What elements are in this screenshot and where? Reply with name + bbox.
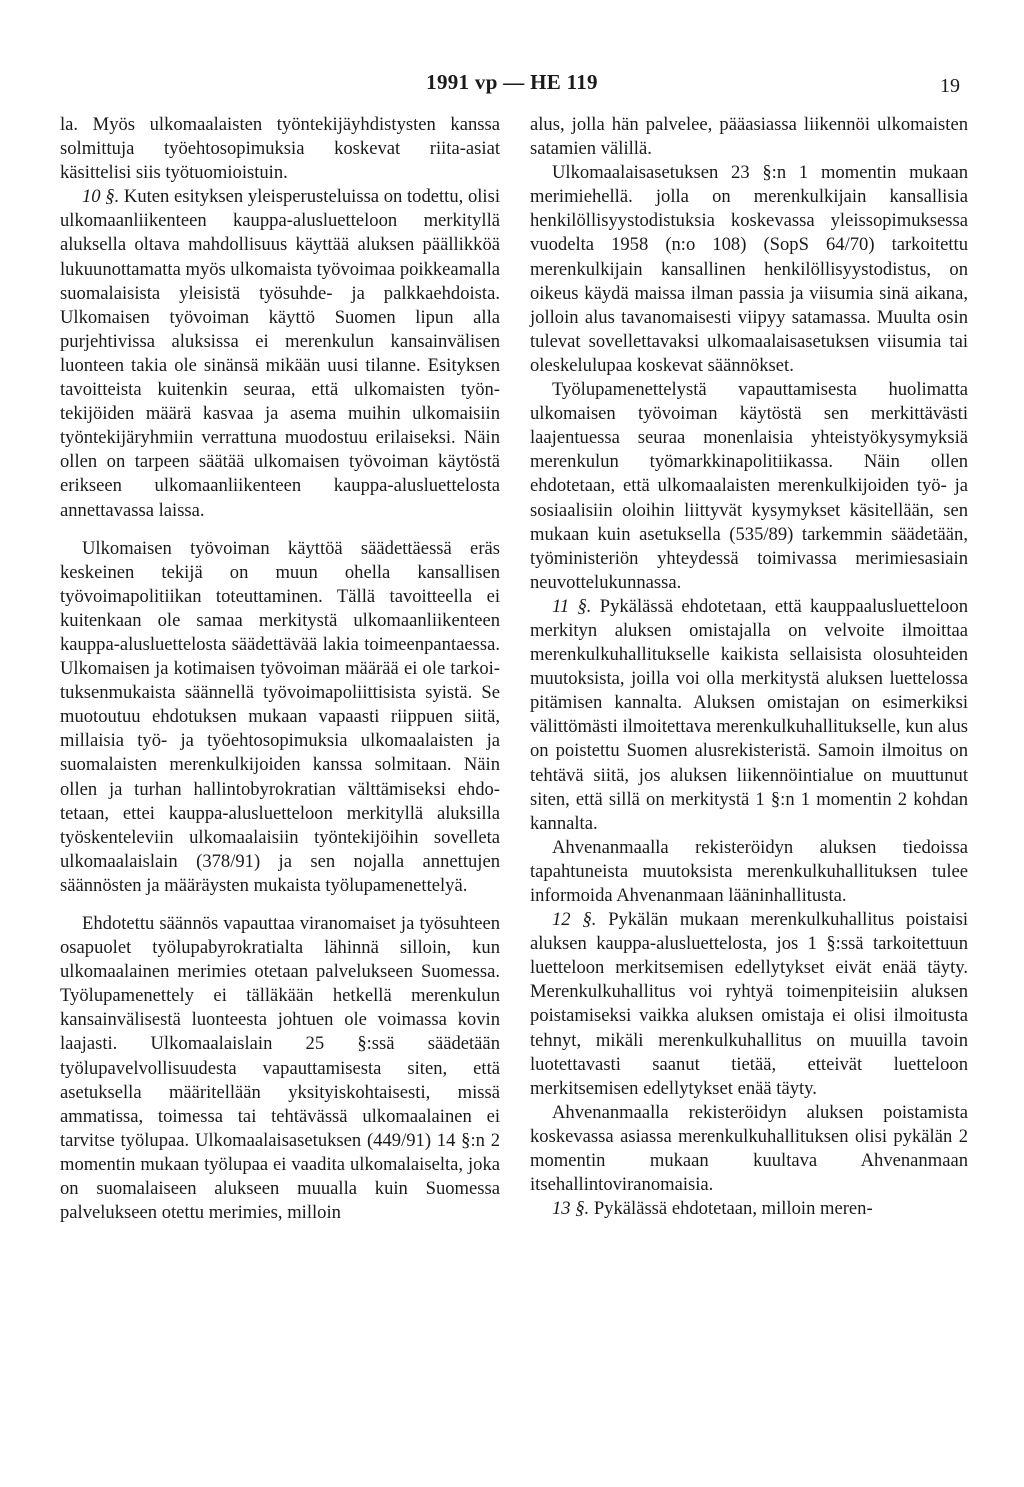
section-marker: 12 §. xyxy=(552,909,597,931)
paragraph: Ulkomaalaisasetuksen 23 §:n 1 momentin mukaan merimiehellä. jolla on merenkulkijain kansallisia henkilöllisyystodistuksia koskevassa yleissopimuksessa vuodelta 1958 (n:o 108) (SopS 64/70) tarkoitettu merenkulkijain kansallinen henkilöllisyystodistus, on oikeus käydä maissa ilman passia ja viisumia sinä aikana, jolloin alus tavanomaisesti viipyy satamassa. Muulta osin tulevat sovellettavaksi ulkomaalaisasetuksen viisumia tai oleskelulupaa koskevat säännökset. xyxy=(530,162,968,376)
paragraph: Työlupamenettelystä vapauttamisesta huolimatta ulkomaisen työvoiman käytöstä sen merkittävästi laajentuessa seuraa monenlaisia yhteistyökysymyksiä merenkulun työmarkkinapolitiikassa. Näin ollen ehdotetaan, että ulkomaalaisten merenkulkijoiden työ- ja sosiaalisiin oloihin liittyvät kysymykset käsitellään, sen mukaan kuin asetuksella (535/89) tarkemmin säädetään, työministeriön yhteydessä toimivassa merimiesasiain neuvottelukunnassa. xyxy=(530,379,968,593)
paragraph-section-12 xyxy=(530,908,968,1101)
section-marker: 13 §. xyxy=(552,1198,590,1220)
section-marker: 11 §. xyxy=(552,595,592,617)
paragraph: Ehdotettu säännös vapauttaa viranomaiset ja työsuhteen osapuolet työlupabyrokratialta lähinnä silloin, kun ulkomaalainen merimies otetaan palvelukseen Suomessa. Työlupamenettely ei tälläkään hetkellä merenkulun kansainvälisestä luonteesta johtuen ole voimassa kovin laajasti. Ulkomaalaislain 25 §:ssä säädetään työlupavelvollisuudesta vapauttamisesta siten, että asetuksella määritellään yksityiskohtaisesti, missä ammatissa, toimessa tai tehtävässä ulkomaalainen ei tarvitse työlupaa. Ulkomaalaisasetuksen (449/91) 14 §:n 2 momentin mukaan työlupaa ei vaadita ulkomalaiselta, joka on suomalaiseen alukseen muualla kuin Suomessa palvelukseen otettu merimies, milloin xyxy=(60,913,500,1224)
paragraph: Ulkomaisen työvoiman käyttöä säädettäessä eräs keskeinen tekijä on muun ohella kansallisen työvoimapolitiikan toteuttaminen. Tällä tavoitteella ei kuitenkaan ole samaa merkitystä ulkomaanliikenteen kauppa-alusluettelosta säädettävää lakia toimeenpantaessa. Ulkomaisen ja kotimaisen työvoiman määrää ei ole tarkoituksenmukaista säännellä työvoimapoliittisista syistä. Se muotoutuu ehdotuksen mukaan vapaasti riippuen siitä, millaisia työ- ja työehtosopimuksia ulkomaalaisten ja suomalaisten merenkulkijoiden kanssa solmitaan. Näin ollen ja turhan hallintobyrokratian välttämiseksi ehdotetaan, ettei kauppa-alusluetteloon merkityllä aluksilla työskenteleviin ulkomaalaisiin työntekijöihin sovelleta ulkomaalaislain (378/91) ja sen nojalla annettujen säännösten ja määräysten mukaista työlupamenettelyä. xyxy=(60,537,500,896)
paragraph-section-10 xyxy=(60,185,500,522)
paragraph-text: Pykälän mukaan merenkulkuhallitus poistaisi aluksen kauppa-alusluettelosta, jos 1 §:ssä tarkoitettuun luetteloon merkitsemisen edellytykset eivät enää täyty. Merenkulkuhallitus voi ryhtyä toimenpiteisiin aluksen poistamiseksi vaikka aluksen omistaja ei olisi ilmoitusta tehnyt, mikäli merenkulkuhallitus on muuilla tavoin luotettavasti saanut tietää, etteivät luetteloon merkitsemisen edellytykset enää täyty. xyxy=(530,909,968,1099)
section-marker: 10 §. xyxy=(82,186,120,208)
paragraph-section-13 xyxy=(530,1197,968,1221)
paragraph-text: Pykälässä ehdotetaan, milloin meren- xyxy=(589,1198,873,1220)
page-number: 19 xyxy=(940,75,960,97)
paragraph: Ahvenanmaalla rekisteröidyn aluksen tiedoissa tapahtuneista muutoksista merenkulkuhallituksen tulee informoida Ahvenanmaan lääninhallitusta. xyxy=(530,836,968,906)
paragraph-text: Pykälässä ehdotetaan, että kauppaalusluetteloon merkityn aluksen omistajalla on velvoite ilmoittaa merenkulkuhallitukselle kaikista sellaisista olosuhteiden muutoksista, joilla voi olla merkitystä aluksen luettelossa pitämisen kannalta. Aluksen omistajan on esimerkiksi välittömästi ilmoitettava merenkulkuhallitukselle, kun alus on poistettu Suomen alusrekisteristä. Samoin ilmoitus on tehtävä siitä, jos aluksen liikennöintialue on muuttunut siten, että sillä on merkitystä 1 §:n 1 momentin 2 kohdan kannalta. xyxy=(530,595,968,834)
paragraph-text: Kuten esityksen yleisperusteluissa on todettu, olisi ulkomaanliikenteen kauppa-alusluetteloon merkityllä aluksella oltava mahdollisuus käyttää aluksen päällikköä lukuunottamatta myös ulkomaista työvoimaa poikkeamalla suomalaisista yleisistä työsuhde- ja palkkaehdoista. Ulkomaisen työvoiman käyttö Suomen lipun alla purjehtivissa aluksissa ei merenkulun kansainvälisen luonteen takia ole sinänsä mikään uusi tilanne. Esityksen tavoitteista kuitenkin seuraa, että ulkomaisten työntekijöiden määrä kasvaa ja asema muihin ulkomaisiin työntekijäryhmiin verrattuna muodostuu erilaiseksi. Näin ollen on tarpeen säätää ulkomaisen työvoiman käytöstä erikseen ulkomaanliikenteen kauppa-alusluettelosta annettavassa laissa. xyxy=(60,186,501,521)
paragraph-section-11 xyxy=(530,595,968,836)
paragraph: alus, jolla hän palvelee, pääasiassa liikennöi ulkomaisten satamien välillä. xyxy=(530,114,968,160)
paragraph: la. Myös ulkomaalaisten työntekijäyhdistysten kanssa solmittuja työehtosopimuksia koskevat riita-asiat käsittelisi siis työtuomioistuin. xyxy=(60,114,500,184)
paragraph: Ahvenanmaalla rekisteröidyn aluksen poistamista koskevassa asiassa merenkulkuhallituksen olisi pykälän 2 momentin mukaan kuultava Ahvenanmaan itsehallintoviranomaisia. xyxy=(530,1101,968,1196)
left-column xyxy=(60,113,500,1225)
right-column xyxy=(530,113,968,1221)
page-header-title: 1991 vp — HE 119 xyxy=(426,70,598,94)
